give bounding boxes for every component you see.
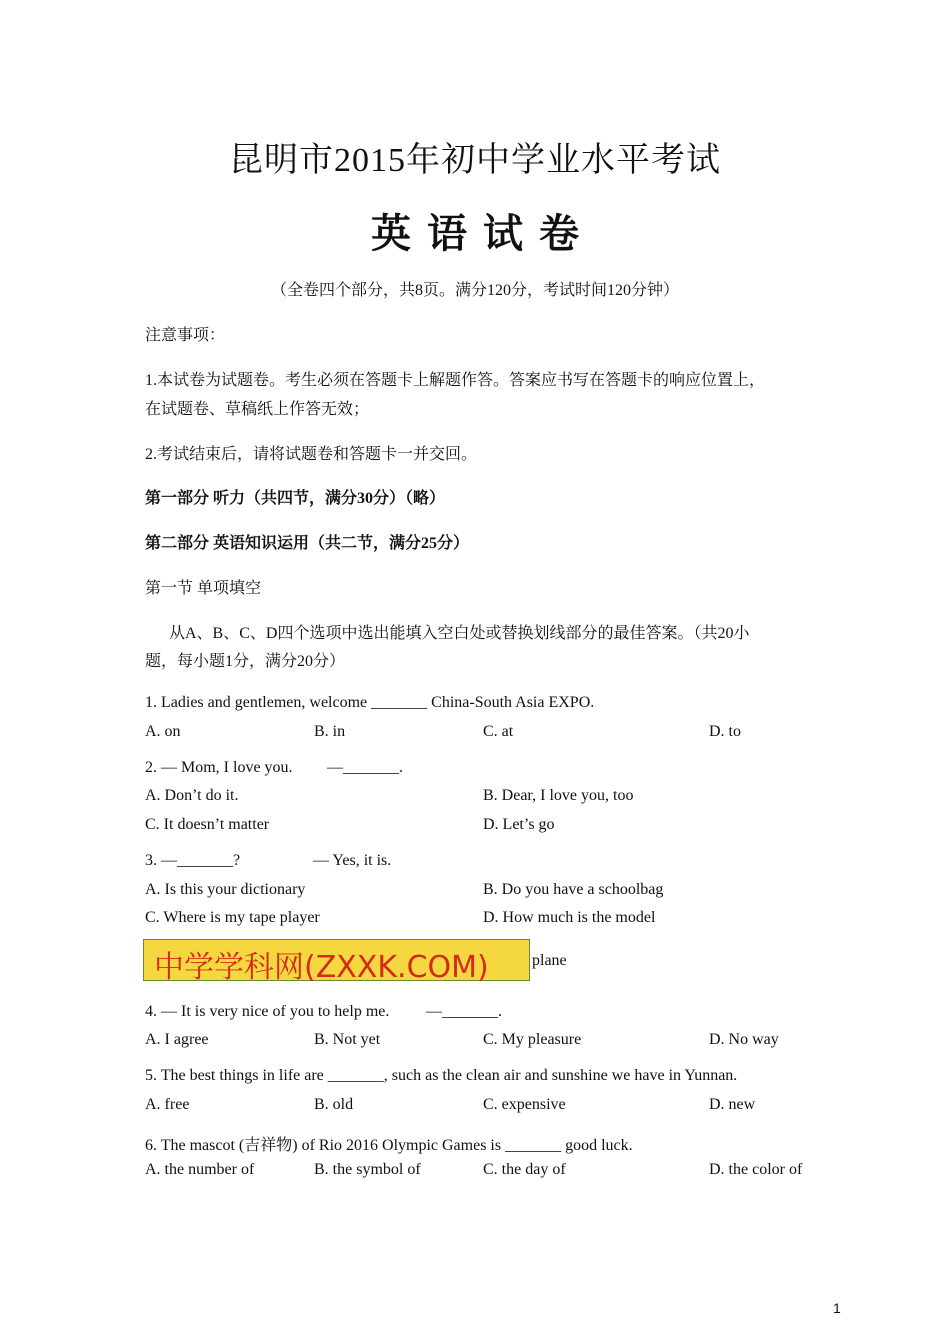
instruction-line-1: 从A、B、C、D四个选项中选出能填入空白处或替换划线部分的最佳答案。（共20小 <box>169 625 750 642</box>
q2-option-d: D. Let’s go <box>483 816 555 833</box>
q1-option-b: B. in <box>314 723 346 740</box>
q2-option-a: A. Don’t do it. <box>145 787 239 804</box>
q6-option-a: A. the number of <box>145 1161 255 1178</box>
note-2: 2.考试结束后，请将试题卷和答题卡一并交回。 <box>145 446 478 463</box>
part-2-heading: 第二部分 英语知识运用（共二节，满分25分） <box>145 535 470 552</box>
q5-option-b: B. old <box>314 1096 354 1113</box>
q4-option-d: D. No way <box>709 1031 779 1048</box>
notes-heading: 注意事项： <box>145 327 226 344</box>
exam-subtitle: 英语试卷 <box>371 211 595 256</box>
question-3: 3. —_______? <box>145 852 241 869</box>
exam-title: 昆明市2015年初中学业水平考试 <box>229 142 721 179</box>
question-4: 4. — It is very nice of you to help me. <box>145 1003 390 1020</box>
q5-option-d: D. new <box>709 1096 756 1113</box>
q3-option-d: D. How much is the model <box>483 909 656 926</box>
q4-option-b: B. Not yet <box>314 1031 381 1048</box>
q5-option-a: A. free <box>145 1096 190 1113</box>
question-2: 2. — Mom, I love you. <box>145 759 293 776</box>
question-5: 5. The best things in life are _______, such as the clean air and sunshine we have in Yunnan. <box>145 1067 738 1084</box>
q2-option-b: B. Dear, I love you, too <box>483 787 634 804</box>
q3-option-c: C. Where is my tape player <box>145 909 320 926</box>
q4-option-c: C. My pleasure <box>483 1031 582 1048</box>
q6-option-d: D. the color of <box>709 1161 803 1178</box>
question-3-reply: — Yes, it is. <box>313 852 392 869</box>
exam-info: （全卷四个部分，共8页。满分120分，考试时间120分钟） <box>270 282 679 299</box>
note-1-line-2: 在试题卷、草稿纸上作答无效； <box>145 401 370 418</box>
section-1-heading: 第一节 单项填空 <box>145 580 262 597</box>
q3-option-d-continued: plane <box>532 952 567 969</box>
q1-option-d: D. to <box>709 723 741 740</box>
question-2-reply: —_______. <box>327 759 403 776</box>
q3-option-a: A. Is this your dictionary <box>145 881 306 898</box>
note-1-line-1: 1.本试卷为试题卷。考生必须在答题卡上解题作答。答案应书写在答题卡的响应位置上， <box>145 372 766 389</box>
instruction-line-2: 题，每小题1分，满分20分） <box>145 653 346 670</box>
watermark-text: 中学学科网(ZXXK.COM) <box>154 950 489 985</box>
question-1: 1. Ladies and gentlemen, welcome _______ China-South Asia EXPO. <box>145 694 595 711</box>
q6-option-c: C. the day of <box>483 1161 566 1178</box>
q2-option-c: C. It doesn’t matter <box>145 816 270 833</box>
q5-option-c: C. expensive <box>483 1096 566 1113</box>
part-1-heading: 第一部分 听力（共四节，满分30分）（略） <box>145 490 446 507</box>
q6-option-b: B. the symbol of <box>314 1161 421 1178</box>
question-4-reply: —_______. <box>426 1003 502 1020</box>
q3-option-b: B. Do you have a schoolbag <box>483 881 664 898</box>
q4-option-a: A. I agree <box>145 1031 209 1048</box>
question-6: 6. The mascot (吉祥物) of Rio 2016 Olympic Games is _______ good luck. <box>145 1137 633 1154</box>
q1-option-c: C. at <box>483 723 514 740</box>
q1-option-a: A. on <box>145 723 181 740</box>
watermark-banner <box>143 939 530 985</box>
page-number: 1 <box>833 1300 841 1316</box>
